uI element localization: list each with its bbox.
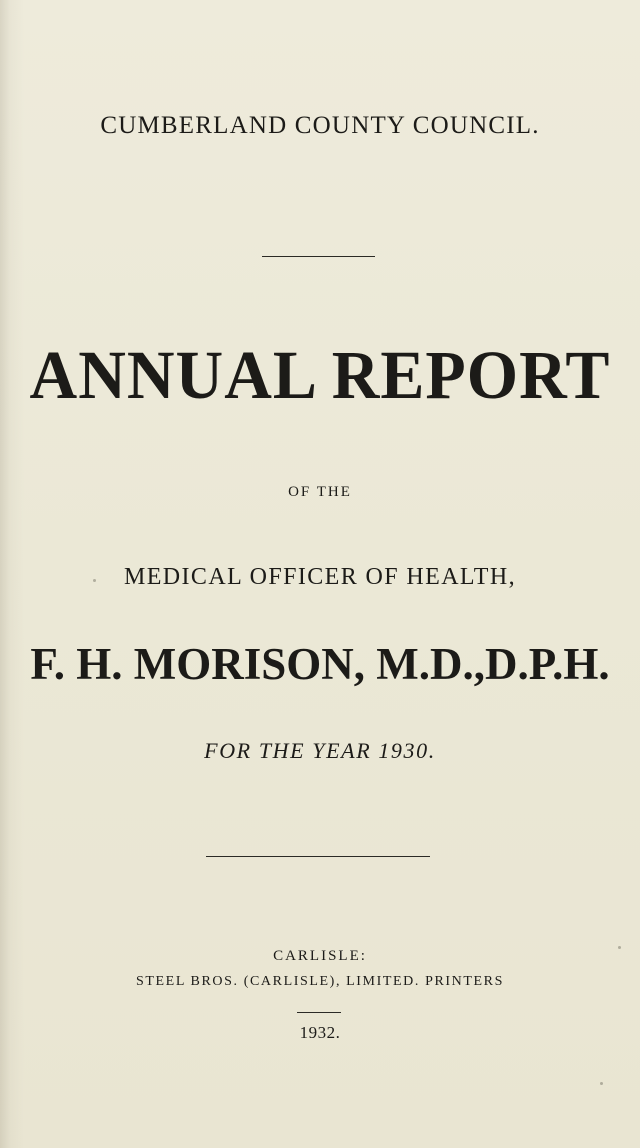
officer-title: MEDICAL OFFICER OF HEALTH, xyxy=(124,564,516,590)
officer-name: F. H. MORISON, M.D.,D.P.H. xyxy=(30,639,610,689)
top-divider xyxy=(262,256,375,257)
paper-speck xyxy=(600,1082,603,1085)
year-line: FOR THE YEAR 1930. xyxy=(204,738,436,763)
printer-line: STEEL BROS. (CARLISLE), LIMITED. PRINTERS xyxy=(135,974,505,989)
council-heading: CUMBERLAND COUNTY COUNCIL. xyxy=(100,112,540,139)
small-divider xyxy=(297,1012,341,1013)
paper-speck xyxy=(618,946,621,949)
paper-speck xyxy=(93,579,96,582)
report-title: ANNUAL REPORT xyxy=(29,337,611,414)
publication-date: 1932. xyxy=(299,1023,341,1042)
of-the-text: OF THE xyxy=(288,484,352,500)
publication-place: CARLISLE: xyxy=(273,948,367,964)
middle-divider xyxy=(206,856,430,857)
